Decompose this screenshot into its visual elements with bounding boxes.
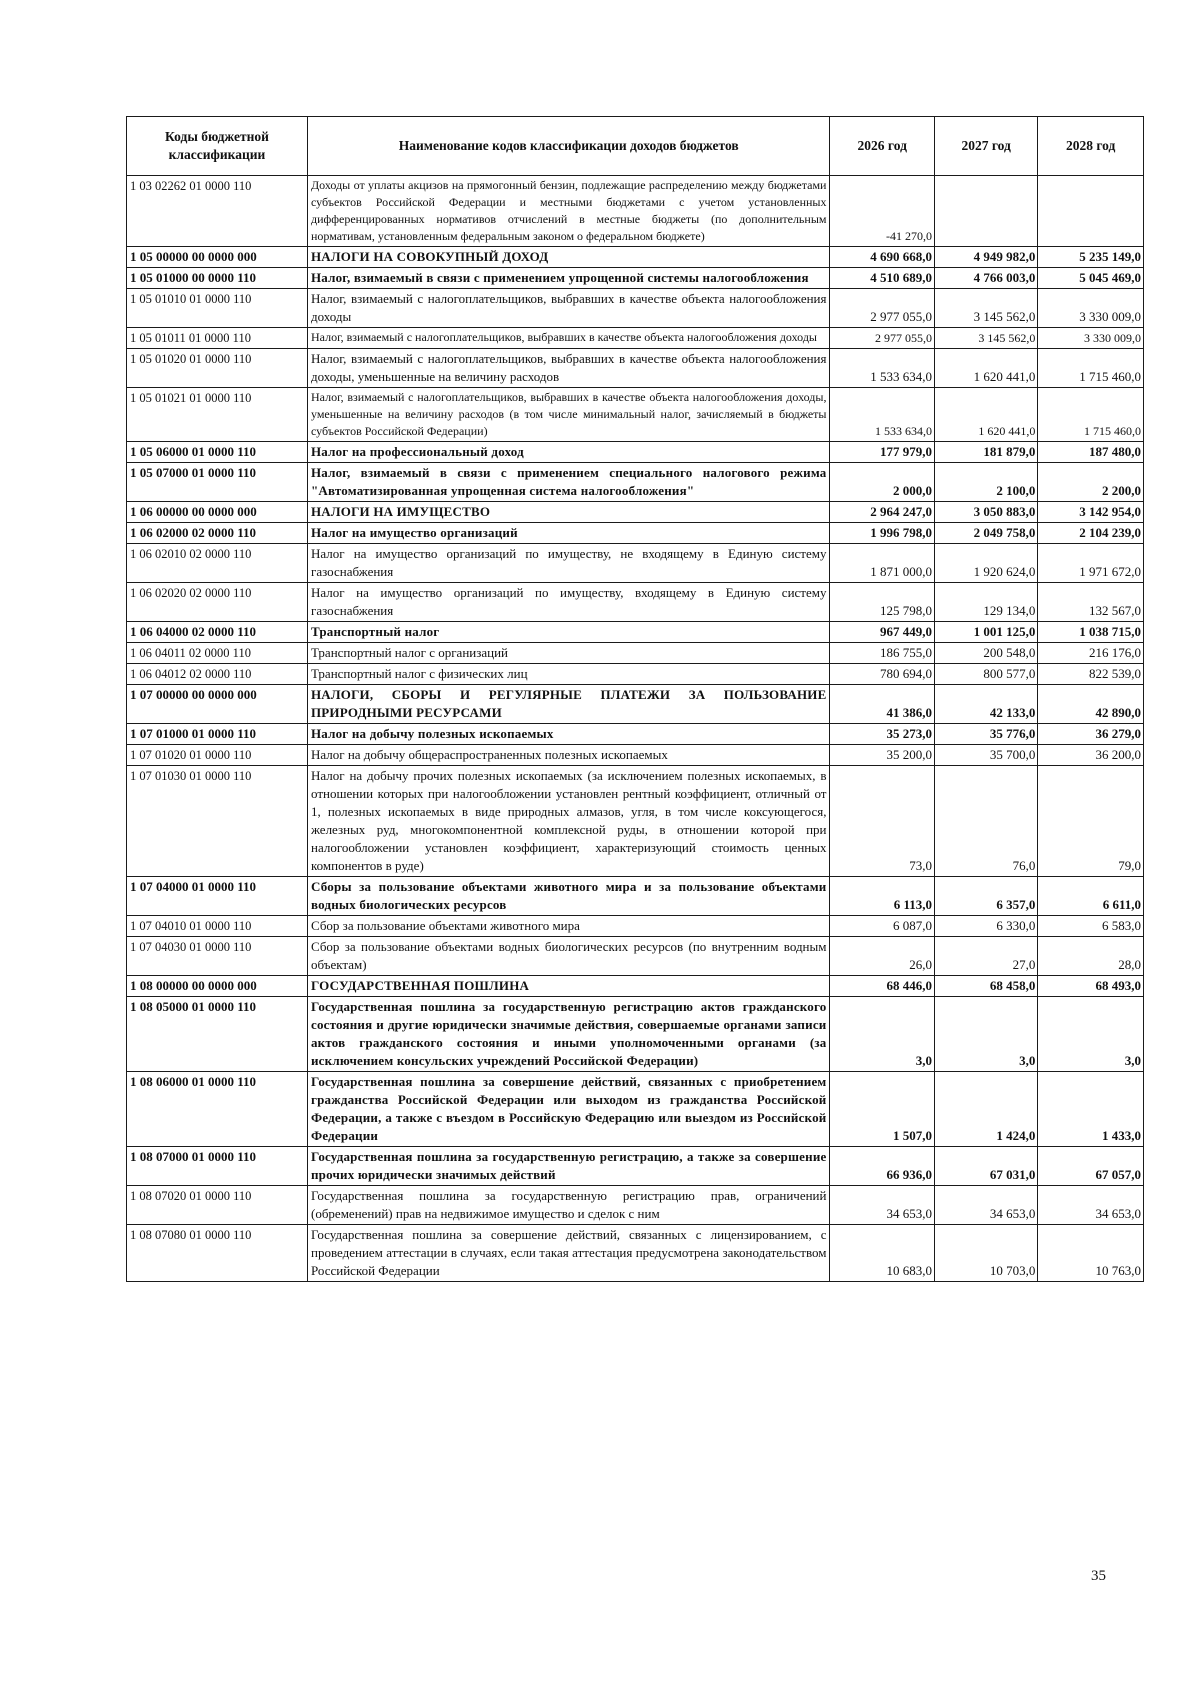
row-value-2027: 4 949 982,0 [934, 247, 1037, 268]
row-value-2026: 186 755,0 [830, 643, 935, 664]
row-value-2027: 1 620 441,0 [934, 388, 1037, 442]
row-name: Транспортный налог с организаций [307, 643, 830, 664]
row-value-2027: 800 577,0 [934, 664, 1037, 685]
row-value-2026: 1 533 634,0 [830, 388, 935, 442]
row-code: 1 06 02000 02 0000 110 [127, 523, 308, 544]
row-code: 1 07 01000 01 0000 110 [127, 724, 308, 745]
row-name: Доходы от уплаты акцизов на прямогонный бензин, подлежащие распределению между бюджетами субъектов Российской Федерации и местными бюджетами с учетом установленных дифференцированных нормативов отчислений в местные бюджеты (по дополнительным нормативам, установленным федеральным законом о федеральном бюджете) [307, 176, 830, 247]
row-name: Сбор за пользование объектами водных биологических ресурсов (по внутренним водным объектам) [307, 937, 830, 976]
row-value-2026: 10 683,0 [830, 1225, 935, 1282]
table-header-row [127, 117, 1144, 176]
row-value-2027: 67 031,0 [934, 1147, 1037, 1186]
table-row [127, 1225, 1144, 1282]
header-2027: 2027 год [934, 117, 1037, 176]
row-value-2026: 780 694,0 [830, 664, 935, 685]
row-name: Государственная пошлина за государственную регистрацию актов гражданского состояния и другие юридически значимые действия, совершаемые органами записи актов гражданского состояния и иными уполномоченными органами (за исключением консульских учреждений Российской Федерации) [307, 997, 830, 1072]
row-value-2026: 4 690 668,0 [830, 247, 935, 268]
table-row [127, 289, 1144, 328]
row-value-2026: 26,0 [830, 937, 935, 976]
table-row [127, 997, 1144, 1072]
table-row [127, 724, 1144, 745]
table-row [127, 502, 1144, 523]
table-row [127, 976, 1144, 997]
table-row [127, 1186, 1144, 1225]
row-value-2027: 27,0 [934, 937, 1037, 976]
row-value-2026: 1 996 798,0 [830, 523, 935, 544]
row-value-2028: 1 971 672,0 [1038, 544, 1144, 583]
row-value-2027: 35 700,0 [934, 745, 1037, 766]
row-name: Сборы за пользование объектами животного мира и за пользование объектами водных биологических ресурсов [307, 877, 830, 916]
row-code: 1 05 01020 01 0000 110 [127, 349, 308, 388]
row-value-2028: 28,0 [1038, 937, 1144, 976]
row-name: Налог, взимаемый в связи с применением специального налогового режима "Автоматизированная упрощенная система налогообложения" [307, 463, 830, 502]
row-name: Налог на добычу общераспространенных полезных ископаемых [307, 745, 830, 766]
row-name: Налог на добычу полезных ископаемых [307, 724, 830, 745]
table-row [127, 643, 1144, 664]
row-value-2028: 1 715 460,0 [1038, 349, 1144, 388]
row-value-2028: 132 567,0 [1038, 583, 1144, 622]
row-code: 1 05 01011 01 0000 110 [127, 328, 308, 349]
row-value-2028: 1 038 715,0 [1038, 622, 1144, 643]
table-row [127, 328, 1144, 349]
row-name: ГОСУДАРСТВЕННАЯ ПОШЛИНА [307, 976, 830, 997]
row-value-2026: 68 446,0 [830, 976, 935, 997]
table-row [127, 1147, 1144, 1186]
row-code: 1 05 01010 01 0000 110 [127, 289, 308, 328]
row-value-2027: 4 766 003,0 [934, 268, 1037, 289]
row-value-2027: 3 145 562,0 [934, 289, 1037, 328]
row-value-2028: 3 142 954,0 [1038, 502, 1144, 523]
table-row [127, 685, 1144, 724]
row-value-2026: 1 533 634,0 [830, 349, 935, 388]
row-code: 1 06 00000 00 0000 000 [127, 502, 308, 523]
row-value-2026: 35 200,0 [830, 745, 935, 766]
row-value-2028 [1038, 176, 1144, 247]
row-value-2028: 68 493,0 [1038, 976, 1144, 997]
header-name: Наименование кодов классификации доходов бюджетов [307, 117, 830, 176]
row-value-2026: 6 113,0 [830, 877, 935, 916]
row-value-2028: 5 045 469,0 [1038, 268, 1144, 289]
row-value-2028: 3,0 [1038, 997, 1144, 1072]
row-value-2028: 1 715 460,0 [1038, 388, 1144, 442]
row-value-2026: 6 087,0 [830, 916, 935, 937]
row-value-2027: 2 100,0 [934, 463, 1037, 502]
row-name: Государственная пошлина за государственную регистрацию прав, ограничений (обременений) прав на недвижимое имущество и сделок с ним [307, 1186, 830, 1225]
header-2026: 2026 год [830, 117, 935, 176]
row-value-2026: 2 000,0 [830, 463, 935, 502]
row-value-2028: 187 480,0 [1038, 442, 1144, 463]
row-value-2028: 2 104 239,0 [1038, 523, 1144, 544]
row-value-2028: 216 176,0 [1038, 643, 1144, 664]
table-row [127, 523, 1144, 544]
table-row [127, 247, 1144, 268]
row-code: 1 08 07080 01 0000 110 [127, 1225, 308, 1282]
row-name: Налог на профессиональный доход [307, 442, 830, 463]
row-value-2026: 66 936,0 [830, 1147, 935, 1186]
row-value-2026: 35 273,0 [830, 724, 935, 745]
row-code: 1 05 00000 00 0000 000 [127, 247, 308, 268]
row-value-2028: 36 279,0 [1038, 724, 1144, 745]
table-row [127, 463, 1144, 502]
header-code: Коды бюджетной классификации [127, 117, 308, 176]
row-code: 1 05 01021 01 0000 110 [127, 388, 308, 442]
row-name: Налог на имущество организаций по имуществу, входящему в Единую систему газоснабжения [307, 583, 830, 622]
row-code: 1 06 02010 02 0000 110 [127, 544, 308, 583]
row-code: 1 08 05000 01 0000 110 [127, 997, 308, 1072]
row-name: Государственная пошлина за совершение действий, связанных с приобретением гражданства Российской Федерации или выходом из гражданства Российской Федерации, а также с въездом в Российскую Федерацию или выездом из Российской Федерации [307, 1072, 830, 1147]
row-name: НАЛОГИ, СБОРЫ И РЕГУЛЯРНЫЕ ПЛАТЕЖИ ЗА ПОЛЬЗОВАНИЕ ПРИРОДНЫМИ РЕСУРСАМИ [307, 685, 830, 724]
row-name: Государственная пошлина за государственную регистрацию, а также за совершение прочих юридически значимых действий [307, 1147, 830, 1186]
row-value-2027: 34 653,0 [934, 1186, 1037, 1225]
row-code: 1 08 06000 01 0000 110 [127, 1072, 308, 1147]
row-code: 1 03 02262 01 0000 110 [127, 176, 308, 247]
row-value-2028: 79,0 [1038, 766, 1144, 877]
row-value-2028: 10 763,0 [1038, 1225, 1144, 1282]
row-code: 1 08 07000 01 0000 110 [127, 1147, 308, 1186]
row-code: 1 05 06000 01 0000 110 [127, 442, 308, 463]
row-value-2027: 3 050 883,0 [934, 502, 1037, 523]
table-row [127, 622, 1144, 643]
row-value-2027: 200 548,0 [934, 643, 1037, 664]
row-value-2028: 1 433,0 [1038, 1072, 1144, 1147]
table-row [127, 544, 1144, 583]
row-value-2027: 68 458,0 [934, 976, 1037, 997]
row-name: Налог, взимаемый с налогоплательщиков, выбравших в качестве объекта налогообложения доходы, уменьшенные на величину расходов [307, 349, 830, 388]
table-row [127, 349, 1144, 388]
row-value-2028: 2 200,0 [1038, 463, 1144, 502]
row-code: 1 05 01000 00 0000 110 [127, 268, 308, 289]
row-name: Налог, взимаемый с налогоплательщиков, выбравших в качестве объекта налогообложения доходы [307, 289, 830, 328]
table-row [127, 442, 1144, 463]
row-value-2028: 3 330 009,0 [1038, 328, 1144, 349]
row-code: 1 07 01020 01 0000 110 [127, 745, 308, 766]
row-value-2027: 35 776,0 [934, 724, 1037, 745]
table-row [127, 916, 1144, 937]
row-value-2026: 2 964 247,0 [830, 502, 935, 523]
row-value-2027: 1 920 624,0 [934, 544, 1037, 583]
table-row [127, 937, 1144, 976]
row-code: 1 07 01030 01 0000 110 [127, 766, 308, 877]
table-row [127, 176, 1144, 247]
row-name: Сбор за пользование объектами животного мира [307, 916, 830, 937]
table-row [127, 766, 1144, 877]
row-code: 1 06 02020 02 0000 110 [127, 583, 308, 622]
row-value-2027: 3 145 562,0 [934, 328, 1037, 349]
row-value-2028: 42 890,0 [1038, 685, 1144, 724]
row-code: 1 06 04000 02 0000 110 [127, 622, 308, 643]
row-name: НАЛОГИ НА СОВОКУПНЫЙ ДОХОД [307, 247, 830, 268]
row-value-2026: 125 798,0 [830, 583, 935, 622]
row-value-2026: -41 270,0 [830, 176, 935, 247]
row-value-2026: 41 386,0 [830, 685, 935, 724]
row-name: Транспортный налог с физических лиц [307, 664, 830, 685]
row-value-2028: 5 235 149,0 [1038, 247, 1144, 268]
row-name: Налог, взимаемый в связи с применением упрощенной системы налогообложения [307, 268, 830, 289]
row-code: 1 08 00000 00 0000 000 [127, 976, 308, 997]
row-value-2028: 36 200,0 [1038, 745, 1144, 766]
table-row [127, 877, 1144, 916]
row-value-2026: 1 507,0 [830, 1072, 935, 1147]
row-value-2026: 1 871 000,0 [830, 544, 935, 583]
row-code: 1 05 07000 01 0000 110 [127, 463, 308, 502]
page-number: 35 [1091, 1568, 1106, 1584]
row-name: Налог на имущество организаций по имуществу, не входящему в Единую систему газоснабжения [307, 544, 830, 583]
row-name: НАЛОГИ НА ИМУЩЕСТВО [307, 502, 830, 523]
row-value-2027: 181 879,0 [934, 442, 1037, 463]
row-value-2027: 1 424,0 [934, 1072, 1037, 1147]
row-value-2028: 822 539,0 [1038, 664, 1144, 685]
row-value-2028: 67 057,0 [1038, 1147, 1144, 1186]
row-code: 1 07 04010 01 0000 110 [127, 916, 308, 937]
row-name: Налог, взимаемый с налогоплательщиков, выбравших в качестве объекта налогообложения доходы [307, 328, 830, 349]
row-name: Транспортный налог [307, 622, 830, 643]
table-row [127, 268, 1144, 289]
table-row [127, 583, 1144, 622]
table-body [127, 176, 1144, 1282]
row-value-2028: 6 583,0 [1038, 916, 1144, 937]
table-row [127, 1072, 1144, 1147]
row-value-2026: 177 979,0 [830, 442, 935, 463]
row-value-2028: 6 611,0 [1038, 877, 1144, 916]
row-value-2027: 1 001 125,0 [934, 622, 1037, 643]
row-code: 1 06 04012 02 0000 110 [127, 664, 308, 685]
row-value-2026: 3,0 [830, 997, 935, 1072]
row-code: 1 07 04030 01 0000 110 [127, 937, 308, 976]
row-value-2026: 4 510 689,0 [830, 268, 935, 289]
row-code: 1 06 04011 02 0000 110 [127, 643, 308, 664]
row-value-2027: 10 703,0 [934, 1225, 1037, 1282]
row-code: 1 07 00000 00 0000 000 [127, 685, 308, 724]
header-2028: 2028 год [1038, 117, 1144, 176]
row-value-2027 [934, 176, 1037, 247]
table-row [127, 388, 1144, 442]
row-value-2026: 2 977 055,0 [830, 289, 935, 328]
row-value-2026: 2 977 055,0 [830, 328, 935, 349]
row-value-2027: 6 357,0 [934, 877, 1037, 916]
row-value-2027: 76,0 [934, 766, 1037, 877]
row-value-2026: 967 449,0 [830, 622, 935, 643]
row-value-2028: 34 653,0 [1038, 1186, 1144, 1225]
row-value-2027: 2 049 758,0 [934, 523, 1037, 544]
row-value-2027: 6 330,0 [934, 916, 1037, 937]
row-value-2027: 42 133,0 [934, 685, 1037, 724]
row-value-2027: 3,0 [934, 997, 1037, 1072]
row-value-2027: 129 134,0 [934, 583, 1037, 622]
row-name: Налог, взимаемый с налогоплательщиков, выбравших в качестве объекта налогообложения доходы, уменьшенные на величину расходов (в том числе минимальный налог, зачисляемый в бюджеты субъектов Российской Федерации) [307, 388, 830, 442]
row-value-2026: 34 653,0 [830, 1186, 935, 1225]
revenue-classification-table [126, 116, 1144, 1282]
row-value-2028: 3 330 009,0 [1038, 289, 1144, 328]
row-code: 1 07 04000 01 0000 110 [127, 877, 308, 916]
row-value-2026: 73,0 [830, 766, 935, 877]
row-code: 1 08 07020 01 0000 110 [127, 1186, 308, 1225]
table-row [127, 664, 1144, 685]
row-name: Налог на имущество организаций [307, 523, 830, 544]
row-name: Государственная пошлина за совершение действий, связанных с лицензированием, с проведением аттестации в случаях, если такая аттестация предусмотрена законодательством Российской Федерации [307, 1225, 830, 1282]
table-row [127, 745, 1144, 766]
row-name: Налог на добычу прочих полезных ископаемых (за исключением полезных ископаемых, в отношении которых при налогообложении установлен рентный коэффициент, отличный от 1, полезных ископаемых в виде природных алмазов, угля, в том числе коксующегося, железных руд, многокомпонентной комплексной руды, в отношении которой при налогообложении установлен коэффициент, характеризующий стоимость ценных компонентов в руде) [307, 766, 830, 877]
row-value-2027: 1 620 441,0 [934, 349, 1037, 388]
